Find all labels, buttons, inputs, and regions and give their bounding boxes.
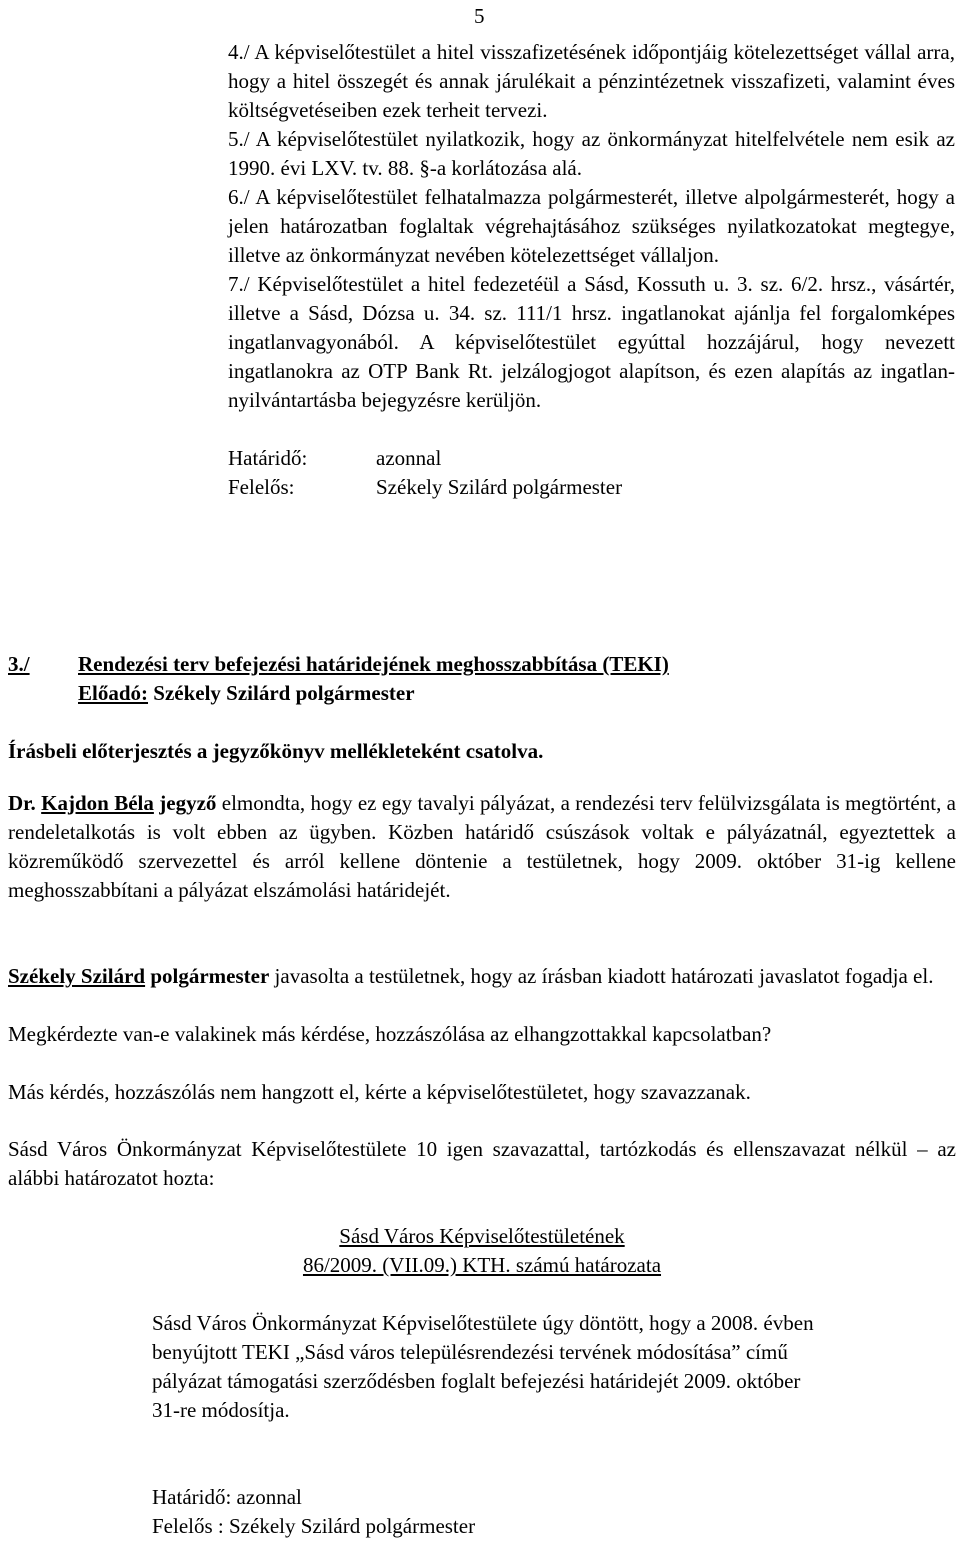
page-number: 5 [474,4,485,28]
presenter-value: Székely Szilárd polgármester [148,681,415,705]
paragraph-question: Megkérdezte van-e valakinek más kérdése, hozzászólása az elhangzottakkal kapcsolatban? [8,1022,772,1046]
resolution-deadline: Határidő: azonnal [152,1485,302,1509]
item-4: 4./ A képviselőtestület a hitel visszafizetésének időpontjáig kötelezettséget vállal arra, hogy a hitel összegét és annak járulékait a pénzintézetnek visszafizeti, valamint éves költségvetéseiben ezek terheit tervezi. [228,40,955,122]
deadline-value: azonnal [376,446,442,470]
presenter-label: Előadó: [78,681,149,705]
paragraph-text: elmondta, hogy ez egy tavalyi pályázat, a rendezési terv felülvizsgálata is megtörtént, a rendeletalkotás is volt ebben az ügyben. Közben határidő csúszások voltak e pályázatnál, egyeztettek a közreműködő szervezettel és arról kellene döntenie a testületnek, hogy 2009. október 31-ig kellene meghosszabbítani a pályázat elszámolási határidejét. [8,791,956,902]
responsible-row [228,473,955,502]
item-5: 5./ A képviselőtestület nyilatkozik, hogy az önkormányzat hitelfelvétele nem esik az 1990. évi LXV. tv. 88. §-a korlátozása alá. [228,127,955,180]
section-heading [8,650,956,679]
item-6: 6./ A képviselőtestület felhatalmazza polgármesterét, illetve alpolgármesterét, hogy a jelen határozatban foglaltak végrehajtásához szükséges nyilatkozatokat megtegye, illetve az önkormányzat nevében kötelezettséget vállaljon. [228,185,955,267]
paragraph-text: javasolta a testületnek, hogy az írásban kiadott határozati javaslatot fogadja el. [269,964,934,988]
section-3 [8,650,956,766]
item-7: 7./ Képviselőtestület a hitel fedezetéül a Sásd, Kossuth u. 3. sz. 6/2. hrsz., vásártér, illetve a Sásd, Dózsa u. 34. sz. 111/1 hrsz. ingatlanokat ajánlja fel forgalomképes ingatlanvagyonából. A képviselőtestület egyúttal hozzájárul, hogy nevezett ingatlanokra az OTP Bank Rt. jelzálogjogot alapítson, és ezen alapítás az ingatlan-nyilvántartásba bejegyzésre kerüljön. [228,272,955,412]
resolution-body: Sásd Város Önkormányzat Képviselőtestülete úgy döntött, hogy a 2008. évben benyújtott TEKI „Sásd város településrendezési tervének módosítása” című pályázat támogatási szerződésben foglalt befejezési határidejét 2009. október 31-re módosítja. [152,1311,814,1422]
responsible-label: Felelős: [228,475,295,499]
attachment-note: Írásbeli előterjesztés a jegyzőkönyv mellékleteként csatolva. [8,739,544,763]
paragraph-mayor [8,962,956,991]
deadline-row [228,444,955,473]
presenter-line [8,679,956,708]
deadline-label: Határidő: [228,446,308,470]
speaker-name: Kajdon Béla [41,791,154,815]
paragraph-notary [8,789,956,905]
resolution-responsible: Felelős : Székely Szilárd polgármester [152,1514,476,1538]
responsible-value: Székely Szilárd polgármester [376,475,623,499]
resolution-title-line1: Sásd Város Képviselőtestületének [339,1224,625,1248]
speaker-title: Dr. [8,791,36,815]
speaker-role: jegyző [159,791,217,815]
resolution-title [8,1222,956,1280]
section-number: 3./ [8,652,30,676]
paragraph-vote-request: Más kérdés, hozzászólás nem hangzott el, kérte a képviselőtestületet, hogy szavazzanak. [8,1080,751,1104]
paragraph-vote-result: Sásd Város Önkormányzat Képviselőtestülete 10 igen szavazattal, tartózkodás és ellenszavazat nélkül – az alábbi határozatot hozta: [8,1137,956,1190]
section-title: Rendezési terv befejezési határidejének meghosszabbítása (TEKI) [78,652,669,676]
speaker-role: polgármester [150,964,270,988]
speaker-name: Székely Szilárd [8,964,146,988]
resolution-title-line2: 86/2009. (VII.09.) KTH. számú határozata [302,1253,662,1277]
resolution-items-block [228,38,955,502]
